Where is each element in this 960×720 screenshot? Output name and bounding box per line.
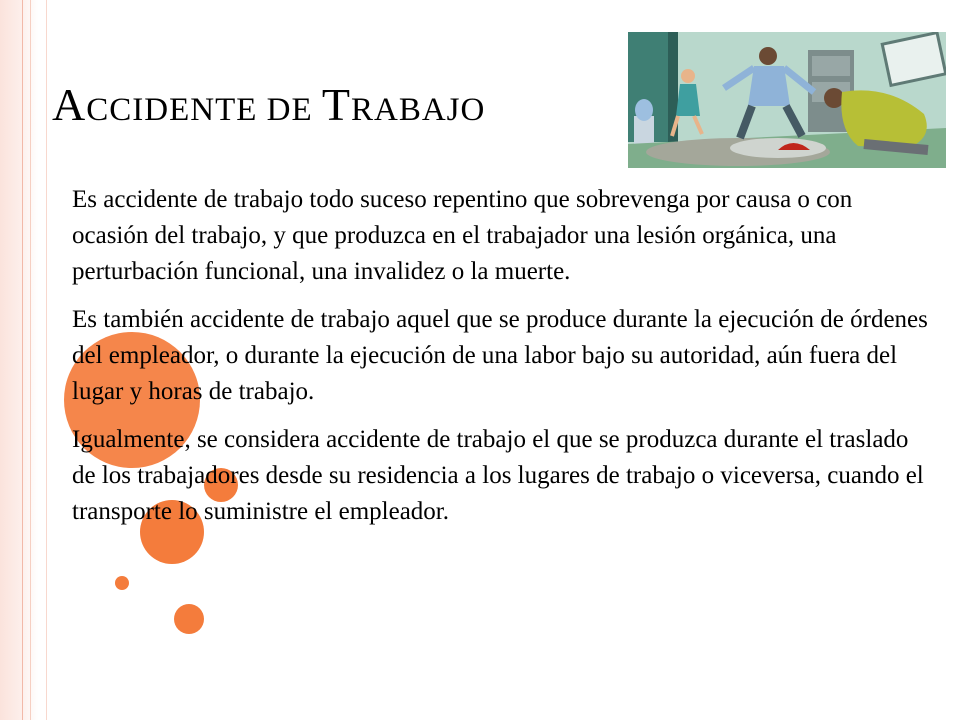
decorative-circle	[115, 576, 129, 590]
slide-title: ACCIDENTE DE TRABAJO	[52, 79, 486, 130]
paragraph: Igualmente, se considera accidente de trabajo el que se produzca durante el traslado de los trabajadores desde su residencia a los lugares de trabajo o viceversa, cuando el transporte lo suministre el empleador.	[72, 426, 924, 525]
paragraph: Es también accidente de trabajo aquel que se produce durante la ejecución de órdenes del empleador, o durante la ejecución de una labor bajo su autoridad, aún fuera del lugar y horas de trabajo.	[72, 306, 928, 405]
slide-body	[72, 182, 932, 542]
left-decorative-band	[0, 0, 38, 720]
decorative-line	[22, 0, 23, 720]
decorative-line	[46, 0, 47, 720]
paragraph: Es accidente de trabajo todo suceso repentino que sobrevenga por causa o con ocasión del trabajo, y que produzca en el trabajador una lesión orgánica, una perturbación funcional, una invalidez o la muerte.	[72, 186, 853, 285]
decorative-circle	[174, 604, 204, 634]
workplace-accident-illustration	[628, 32, 946, 168]
decorative-line	[30, 0, 31, 720]
